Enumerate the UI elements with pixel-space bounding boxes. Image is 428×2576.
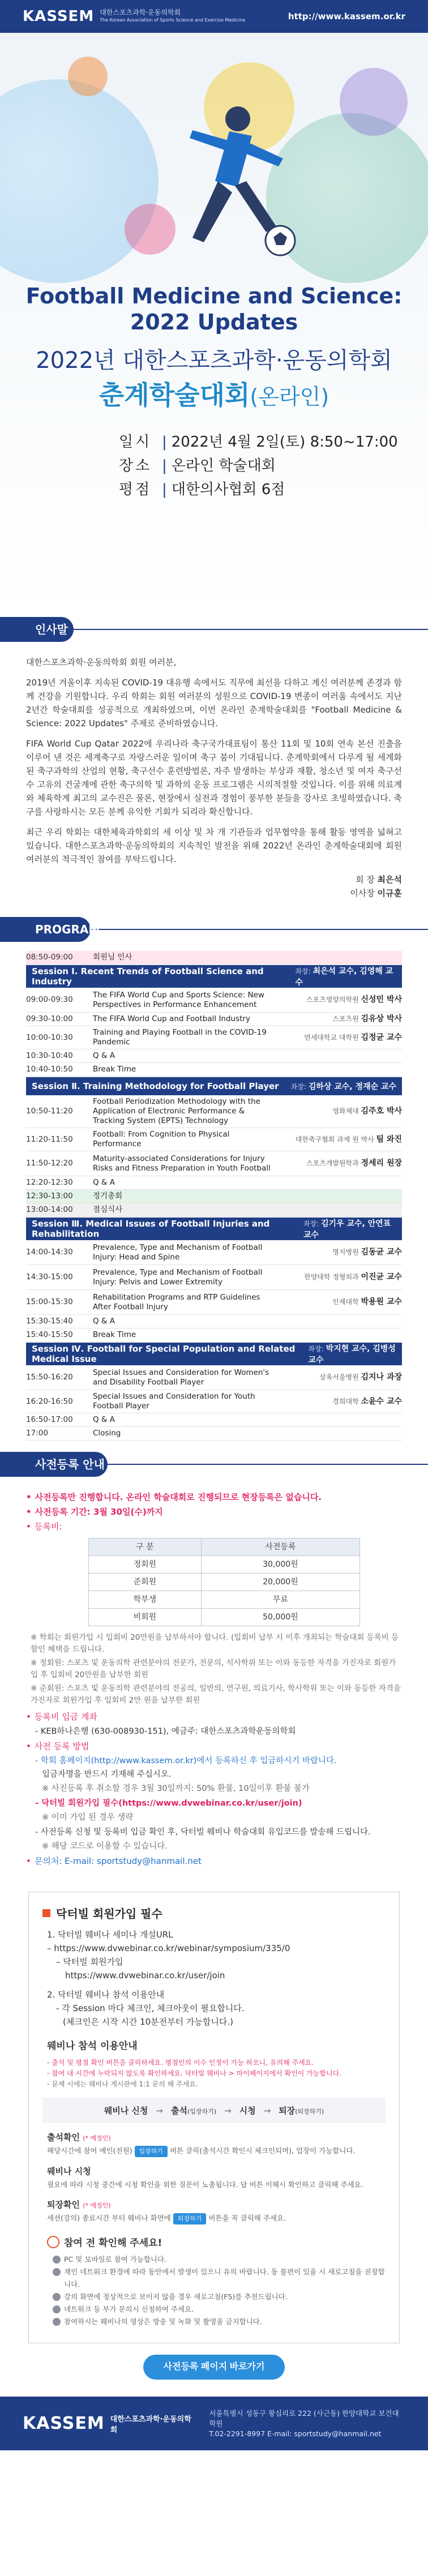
english-title-line: 2022 Updates	[130, 310, 298, 335]
step-title: 퇴장확인	[47, 2200, 80, 2210]
step-required: (* 예정인)	[83, 2202, 111, 2209]
check-list	[42, 2253, 386, 2328]
program-time: 15:30-15:40	[26, 1317, 73, 1326]
program-row	[26, 988, 402, 1013]
check-heading	[47, 2235, 386, 2249]
flow-step	[279, 2104, 324, 2116]
speaker-name: 김동균 교수	[361, 1248, 402, 1257]
speaker-org: 스포츠영양의학원	[306, 996, 359, 1004]
program-speaker	[277, 1397, 402, 1407]
program-time: 15:40-15:50	[26, 1330, 73, 1339]
chair-names: 김하상 교수, 정재순 교수	[308, 1082, 396, 1091]
method-row: • 사전 등록 방법	[26, 1741, 89, 1751]
check-item	[53, 2316, 386, 2328]
site-url-link[interactable]: http://www.kassem.or.kr	[288, 11, 405, 22]
logo-mark: KASSEM	[23, 8, 95, 25]
fee-table	[88, 1538, 360, 1626]
program-time: 14:00-14:30	[26, 1248, 73, 1257]
square-icon	[42, 1909, 50, 1917]
chair-label: 좌장:	[290, 1083, 306, 1091]
program-table	[0, 942, 428, 1446]
method-line: 입금자명을 반드시 기재해 주십시오.	[42, 1770, 172, 1779]
fee-label-row: • 등록비:	[26, 1521, 62, 1532]
speaker-org: 연세대학교 대학원	[304, 1033, 359, 1041]
program-row	[26, 1095, 402, 1128]
greeting-header	[0, 617, 428, 642]
greeting-body	[0, 642, 428, 911]
session-header	[26, 1077, 402, 1095]
program-topic: 회원님 인사	[93, 953, 132, 962]
method-line: - 사전등록 신청 및 등록비 입금 확인 후, 닥터빌 웨비나 학술대회 유입코드를 발송해 드립니다.	[35, 1828, 371, 1837]
program-row	[26, 1413, 402, 1427]
speaker-org: 대한축구협회 과제 원 박사	[295, 1135, 374, 1143]
program-topic: Special Issues and Consideration for Youth Football Player	[93, 1392, 255, 1411]
program-header-label: PROGRAM	[0, 917, 91, 942]
account-text: - KEB하나은행 (630-008930-151), 예금주: 대한스포츠과학운동의학회	[35, 1727, 296, 1736]
footer-org-name: 대한스포츠과학·운동의학회	[110, 2415, 191, 2434]
check-heading-text: 참여 전 확인해 주세요!	[64, 2238, 162, 2249]
football-player-illustration	[125, 96, 311, 277]
webinar-step-detail: (체크인은 시작 시간 10분전부터 가능합니다.)	[63, 2017, 233, 2027]
program-row	[26, 1151, 402, 1176]
check-item	[53, 2266, 386, 2291]
logo[interactable]	[23, 8, 245, 25]
program-topic: Maturity-associated Considerations for Injury Risks and Fitness Preparation in Youth Football	[93, 1154, 271, 1173]
greeting-paragraph: 최근 우리 학회는 대한체육과학회의 세 이상 및 차 개 기관들과 업무협약을 통해 활동 영역을 넓혀고 있습니다. 대한스포츠과학·운동의학회의 지속적인 발전을 위해 2022년 온라인 춘계학술대회에 회원 여러분의 적극적인 참여를 부탁드립니다.	[26, 827, 402, 864]
program-speaker	[277, 1135, 402, 1145]
program-time: 15:50-16:20	[26, 1373, 73, 1382]
greeting-paragraph: 대한스포츠과학·운동의학회 회원 여러분,	[26, 657, 177, 667]
program-time: 09:30-10:00	[26, 1014, 73, 1023]
fee-label: 등록비:	[34, 1521, 62, 1532]
flow-prefix: 웨비나	[104, 2106, 129, 2116]
english-title	[0, 283, 428, 335]
fee-row	[89, 1556, 360, 1574]
webinar-title	[42, 1905, 386, 1921]
hero-section	[0, 0, 428, 611]
program-row	[26, 1290, 402, 1315]
fee-cell: 20,000원	[201, 1574, 359, 1591]
check-text: 네트워크 등 부가 문의시 신청하여 주세요.	[64, 2305, 194, 2313]
program-row	[26, 1240, 402, 1265]
account-row: • 등록비 입금 계좌	[26, 1712, 97, 1722]
session-header	[26, 965, 402, 988]
session-chair	[303, 1218, 396, 1240]
method-line: - 닥터빌 회원가입 필수(https://www.dvwebinar.co.kr/user/join)	[35, 1799, 302, 1808]
registration-line-text: 사전등록만 진행합니다. 온라인 학술대회로 진행되므로 현장등록은 없습니다.	[35, 1492, 322, 1502]
step-heading	[47, 2198, 386, 2210]
info-key: 일시	[119, 434, 152, 451]
sig-role: 회 장	[355, 875, 375, 885]
session-chair	[309, 1343, 396, 1365]
speaker-name: 김유상 박사	[361, 1014, 402, 1023]
webinar-flow	[42, 2098, 386, 2123]
program-row	[26, 1063, 402, 1077]
fee-cell: 50,000원	[201, 1609, 359, 1626]
contact-row: • 문의처: E-mail: sportstudy@hanmail.net	[26, 1856, 202, 1866]
logo-sub-ko: 대한스포츠과학·운동의학회	[100, 8, 181, 16]
chair-label: 좌장:	[308, 1345, 324, 1353]
program-speaker	[277, 1373, 402, 1382]
info-place: 장소 | 온라인 학술대회	[119, 454, 398, 478]
program-time: 10:40-10:50	[26, 1065, 73, 1074]
program-topic: Football: From Cognition to Physical Performance	[93, 1130, 230, 1148]
program-topic: Q & A	[93, 1317, 115, 1326]
program-speaker	[277, 1248, 402, 1257]
speaker-name: 소윤수 교수	[361, 1396, 402, 1406]
speaker-org: 경희대학	[332, 1397, 359, 1405]
step-title: 웨비나 시청	[47, 2166, 91, 2176]
flow-step-sub: (퇴장하기)	[295, 2108, 324, 2115]
step-heading	[47, 2131, 386, 2143]
webinar-note: - 문제 시에는 웨비나 게시판에 1:1 문의 해 주세요.	[47, 2080, 198, 2088]
webinar-guide-box	[28, 1892, 400, 2343]
speaker-org: 삼육서울병원	[319, 1373, 359, 1381]
speaker-org: 인제대학	[332, 1298, 359, 1306]
session-header	[26, 1343, 402, 1365]
program-topic: 점심식사	[93, 1205, 123, 1214]
number-circle-icon	[53, 2268, 61, 2276]
speaker-name: 김주호 박사	[361, 1107, 402, 1116]
footer-logo-mark: KASSEM	[23, 2414, 105, 2433]
program-topic: Rehabilitation Programs and RTP Guidelines After Football Injury	[93, 1292, 260, 1311]
webinar-step: 2. 닥터빌 웨비나 참석 이용안내	[47, 1990, 165, 2000]
program-row	[26, 1390, 402, 1413]
webinar-note: - 참여 내 시간에 누락되지 않도록 확인하세요. 닥터빌 웨비나 > 마이페이지에서 확인이 가능합니다.	[47, 2069, 341, 2077]
program-time: 10:30-10:40	[26, 1051, 73, 1060]
registration-line: • 사전등록 기간: 3월 30일(수)까지	[26, 1507, 163, 1517]
registration-header	[0, 1452, 428, 1477]
speaker-org: 스포츠개발원학과	[306, 1159, 359, 1167]
chair-label: 좌장:	[303, 1220, 319, 1228]
program-time: 12:20-12:30	[26, 1178, 73, 1187]
program-topic: Training and Playing Football in the COVID-19 Pandemic	[93, 1028, 267, 1047]
program-topic: Q & A	[93, 1178, 115, 1187]
greeting-paragraph: 2019년 겨울이후 지속된 COVID-19 대유행 속에서도 직무에 최선을 다하고 계신 여러분께 존경과 함께 건강을 기원합니다. 우리 학회는 회원 여러분의 성원으로 COVID-19 변종이 여러움 속에서도 지난 2년간 학술대회를 성공적으로 개최하였으며, 이번 온라인 춘계학술대회를 "Football Medicine & Science: 2022 Updates" 주제로 준비하였습니다.	[26, 678, 402, 728]
program-row	[26, 1203, 402, 1217]
signature	[26, 873, 402, 900]
flow-step-label: 출석	[170, 2106, 187, 2116]
decor-circle	[68, 57, 108, 96]
program-time: 11:50-12:20	[26, 1159, 73, 1168]
webinar-title-text: 닥터빌 회원가입 필수	[56, 1907, 162, 1921]
session-title: Session Ⅲ. Medical Issues of Football Injuries and Rehabilitation	[32, 1219, 270, 1239]
flow-step-label: 신청	[131, 2106, 148, 2116]
fee-cell: 학부생	[89, 1591, 202, 1609]
speaker-name: 김정균 교수	[361, 1032, 402, 1042]
program-row	[26, 1328, 402, 1342]
program-topic: Break Time	[93, 1065, 136, 1074]
webinar-step: 1. 닥터빌 웨비나 세미나 개설URL	[47, 1930, 173, 1940]
number-circle-icon	[53, 2305, 61, 2313]
program-topic: Prevalence, Type and Mechanism of Football Injury: Head and Spine	[93, 1242, 263, 1262]
sig-name: 이규훈	[377, 888, 402, 898]
flow-step	[171, 2104, 216, 2116]
method-line: ※ 사진등록 후 취소할 경우 3월 30일까지: 50% 환불, 10일이후 환불 불가	[42, 1784, 310, 1793]
contact-text: 문의처: E-mail: sportstudy@hanmail.net	[34, 1856, 202, 1866]
flow-step-label: 퇴장	[279, 2106, 296, 2116]
step-text-part: 버튼을 꼭 클릭해 주세요.	[208, 2214, 286, 2222]
account-heading: 등록비 입금 계좌	[34, 1712, 97, 1722]
program-topic: Closing	[93, 1429, 121, 1438]
step-text-part: 세션(강의) 종료시간 부터 웨비나 화면에	[47, 2214, 171, 2222]
step-action-tag[interactable]: 입장하기	[135, 2146, 168, 2157]
program-topic: Q & A	[93, 1415, 115, 1424]
speaker-org: 스포츠원	[332, 1015, 359, 1023]
main-title-text: 춘계학술대회	[99, 380, 250, 410]
program-time: 11:20-11:50	[26, 1134, 73, 1144]
check-text: 강의 화면에 정상적으로 보이지 않을 경우 새로고침(F5)를 추천드립니다.	[64, 2292, 288, 2301]
program-time: 09:00-09:30	[26, 995, 73, 1004]
program-time: 12:30-13:00	[26, 1191, 73, 1201]
webinar-step: – 닥터빌 회원가입	[56, 1957, 123, 1967]
step-text	[47, 2179, 386, 2191]
program-row	[26, 1315, 402, 1328]
info-key: 평점	[119, 481, 152, 498]
fee-cell: 정회원	[89, 1556, 202, 1574]
english-title-line: Football Medicine and Science:	[25, 284, 403, 308]
webinar-link[interactable]: – https://www.dvwebinar.co.kr/webinar/symposium/335/0	[47, 1943, 290, 1953]
program-speaker	[277, 1014, 402, 1024]
program-time: 10:00-10:30	[26, 1032, 73, 1042]
chair-names: 박지현 교수, 김병성 교수	[308, 1344, 396, 1365]
footer-logo	[23, 2413, 192, 2434]
fee-col-header: 사전등록	[201, 1538, 359, 1556]
logo-subtitle	[100, 8, 245, 24]
program-row	[26, 1265, 402, 1290]
event-info	[119, 430, 398, 502]
program-speaker	[277, 995, 402, 1005]
number-circle-icon	[53, 2318, 61, 2326]
program-row	[26, 1026, 402, 1049]
chair-label: 좌장:	[295, 967, 311, 975]
program-topic: Special Issues and Consideration for Women's and Disability Football Player	[93, 1368, 269, 1387]
main-title-suffix: (온라인)	[250, 384, 329, 409]
method-line: ※ 해당 코드로 이용할 수 있습니다.	[42, 1842, 168, 1851]
how-heading: 웨비나 참석 이용안내	[47, 2041, 138, 2052]
program-row	[26, 1190, 402, 1203]
program-topic: Break Time	[93, 1330, 136, 1339]
logo-sub-en: The Korean Association of Sports Science and Exercise Medicine	[100, 18, 246, 23]
program-speaker	[277, 1297, 402, 1307]
fee-col-header: 구 분	[89, 1538, 202, 1556]
program-topic: Q & A	[93, 1051, 115, 1060]
fee-cell: 30,000원	[201, 1556, 359, 1574]
program-time: 15:00-15:30	[26, 1297, 73, 1306]
sig-role: 이사장	[350, 888, 375, 898]
flow-step	[239, 2104, 256, 2116]
check-item	[53, 2253, 386, 2266]
footer-address	[209, 2408, 405, 2439]
info-key: 장소	[119, 457, 152, 474]
check-circle-icon	[47, 2236, 59, 2248]
program-time: 13:00-14:00	[26, 1205, 73, 1214]
program-time: 16:20-16:50	[26, 1396, 73, 1406]
info-value: 2022년 4월 2일(토) 8:50~17:00	[171, 434, 398, 451]
step-text	[47, 2145, 386, 2157]
webinar-note: - 출석 및 평점 확인 버튼을 클릭하세요. 평점인의 이수 인정이 가능 하오니, 유의해 주세요.	[47, 2059, 314, 2067]
session-chair	[291, 1081, 396, 1092]
join-link[interactable]: https://www.dvwebinar.co.kr/user/join	[65, 1970, 225, 1981]
number-circle-icon	[53, 2256, 61, 2264]
korean-title: 2022년 대한스포츠과학·운동의학회	[36, 348, 392, 374]
registration-line-text: 사전등록 기간: 3월 30일(수)까지	[35, 1507, 163, 1517]
program-speaker	[277, 1272, 402, 1282]
program-time: 16:50-17:00	[26, 1415, 73, 1424]
fee-cell: 준회원	[89, 1574, 202, 1591]
speaker-name: 김지나 과장	[361, 1373, 402, 1382]
top-bar	[0, 0, 428, 33]
registration-note: ※ 준회원: 스포츠 및 운동의학 관련분야의 전공의, 일반의, 연구원, 의료기사, 학사학위 또는 이와 동등한 자격을 가진자로 회원가입 후 입회비 2만 원을 납부한 회원	[31, 1684, 401, 1705]
flow-step-sub: (입장하기)	[187, 2108, 217, 2115]
speaker-name: 팀 와진	[376, 1134, 402, 1144]
info-value: 온라인 학술대회	[171, 457, 276, 474]
program-topic: 정기총회	[93, 1191, 123, 1201]
program-speaker	[277, 1033, 402, 1043]
registration-header-label: 사전등록 안내	[0, 1452, 108, 1477]
go-to-registration-button[interactable]: 사전등록 페이지 바로가기	[143, 2355, 285, 2380]
program-time: 14:30-15:00	[26, 1272, 73, 1281]
speaker-name: 신성민 박사	[361, 995, 402, 1004]
speaker-org: 명지병원	[332, 1248, 359, 1256]
program-row	[26, 1013, 402, 1026]
check-text: 참여하시는 웨비나의 영상은 방송 및 녹화 및 촬영을 금지합니다.	[64, 2317, 262, 2326]
program-row	[26, 1365, 402, 1390]
check-item	[53, 2303, 386, 2316]
program-speaker	[277, 1107, 402, 1116]
chair-names: 김기우 교수, 안연표 교수	[303, 1219, 391, 1240]
speaker-org: 영화체대	[332, 1107, 359, 1115]
footer-address-line: 서울특별시 성동구 왕십리로 222 (사근동) 한양대학교 보건대학원	[209, 2408, 399, 2428]
fee-cell: 무료	[201, 1591, 359, 1609]
registration-note: ※ 학회는 회원가입 시 입회비 20만원을 납부하셔야 합니다. (입회비 납부 시 이후 개최되는 학술대회 등록비 등 할인 혜택을 드립니다.	[31, 1633, 399, 1654]
arrow-right-icon: →	[224, 2105, 232, 2116]
session-title: Session Ⅰ. Recent Trends of Football Science and Industry	[32, 966, 264, 987]
step-text-part: 해당시간에 참여 예인(전원)	[47, 2146, 132, 2155]
program-topic: The FIFA World Cup and Sports Science: New Perspectives in Performance Enhancement	[93, 990, 264, 1009]
fee-row	[89, 1591, 360, 1609]
registration-body	[0, 1477, 428, 1875]
footer	[0, 2397, 428, 2450]
session-title: Session Ⅱ. Training Methodology for Football Player	[32, 1081, 279, 1091]
program-topic: Prevalence, Type and Mechanism of Football Injury: Pelvis and Lower Extremity	[93, 1267, 263, 1287]
step-required: (* 예정인)	[83, 2134, 111, 2142]
korean-main-title	[0, 378, 428, 414]
webinar-step-detail: - 각 Session 마다 체크인, 체크아웃이 필요합니다.	[56, 2003, 245, 2013]
session-header	[26, 1218, 402, 1240]
step-action-tag[interactable]: 퇴장하기	[173, 2213, 207, 2224]
info-credit: 평점 | 대한의사협회 6점	[119, 478, 398, 502]
program-row	[26, 1128, 402, 1151]
program-row	[26, 1427, 402, 1441]
speaker-name: 이진균 교수	[361, 1272, 402, 1281]
step-heading	[47, 2165, 386, 2177]
program-speaker	[277, 1159, 402, 1168]
fee-row	[89, 1609, 360, 1626]
flow-step-label: 시청	[239, 2106, 256, 2116]
session-chair	[296, 965, 396, 988]
greeting-header-label: 인사말	[0, 617, 74, 642]
speaker-org: 한양대학 정형외과	[304, 1273, 359, 1281]
check-item	[53, 2291, 386, 2303]
method-heading: 사전 등록 방법	[34, 1741, 89, 1751]
program-time: 17:00	[26, 1429, 48, 1438]
program-row	[26, 1176, 402, 1190]
program-topic: The FIFA World Cup and Football Industry	[93, 1014, 250, 1023]
webinar-steps	[42, 2131, 386, 2224]
footer-contact-line: T.02-2291-8997 E-mail: sportstudy@hanmail.net	[209, 2429, 382, 2438]
check-text: PC 및 모바일로 참여 가능합니다.	[64, 2255, 167, 2264]
registration-note: ※ 정회원: 스포츠 및 운동의학 관련분야의 전문가, 전문의, 석사학위 또는 이와 동등한 자격을 가진자로 회원가입 후 입회비 20만원을 납부한 회원	[31, 1658, 396, 1679]
method-line: ※ 이미 가입 된 경우 생략	[42, 1813, 134, 1822]
fee-row	[89, 1574, 360, 1591]
program-time: 10:50-11:20	[26, 1107, 73, 1116]
info-value: 대한의사협회 6점	[171, 481, 285, 498]
method-line: - 학회 홈페이지(http://www.kassem.or.kr)에서 등록하신 후 입금하시기 바랍니다.	[35, 1756, 337, 1765]
registration-line: • 사전등록만 진행합니다. 온라인 학술대회로 진행되므로 현장등록은 없습니다.	[26, 1492, 322, 1502]
fee-cell: 비회원	[89, 1609, 202, 1626]
program-topic: Football Periodization Methodology with the Application of Electronic Performance & Tracking System (EPTS) Technology	[93, 1097, 260, 1125]
program-row	[26, 951, 402, 965]
session-title: Session Ⅳ. Football for Special Population and Related Medical Issue	[32, 1344, 296, 1364]
flow-step	[104, 2104, 148, 2116]
arrow-right-icon: →	[263, 2105, 271, 2116]
step-title: 출석확인	[47, 2132, 80, 2142]
info-date: 일시 | 2022년 4월 2일(토) 8:50~17:00	[119, 430, 398, 454]
program-row	[26, 1049, 402, 1063]
step-text-part: 필요에 따라 시청 중간에 시청 확인을 위한 질문이 노출됩니다. 답 버튼 이해시 확인하고 클릭해 주세요.	[47, 2180, 363, 2189]
program-header	[0, 917, 428, 942]
step-text-part: 버튼 클릭(출석시간 확인시 체크인되며), 업장이 가능합니다.	[170, 2146, 356, 2155]
greeting-paragraph: FIFA World Cup Qatar 2022에 우리나라 축구국가대표팀이 통산 11회 및 10회 연속 본선 진출을 이루어 낸 것은 세계축구로 자랑스러운 일이며 축구 붐이 기대됩니다. 춘계학회에서 다루게 될 세계화된 축구과학의 산업의 현황, 축구선수 훈련방법론, 자주 발생하는 부상과 재활, 청소년 및 여자 축구선수 고유의 건굴계에 관한 축구의학 및 과학의 운동 프로그램은 시의적절할 것입니다. 이를 위해 의료계와 체육학계 최고의 교수진은 물론, 현장에서 실전과 경험이 풍부한 분들을 강사로 초빙하였습니다. 축구를 사랑하시는 모든 분께 유익한 기회가 되리라 확신합니다.	[26, 739, 402, 817]
number-circle-icon	[53, 2293, 61, 2301]
step-text	[47, 2213, 386, 2224]
arrow-right-icon: →	[156, 2105, 163, 2116]
program-time: 08:50-09:00	[26, 953, 73, 962]
check-text: 재인 네트워크 환경에 따라 동안에서 발생이 있으니 유의 바랍니다. 동 불편이 있을 시 새로고침을 권장합니다.	[64, 2268, 385, 2288]
decor-circle	[340, 68, 408, 136]
speaker-name: 정세리 원장	[361, 1159, 402, 1168]
speaker-name: 박용원 교수	[361, 1297, 402, 1306]
sig-name: 최은석	[377, 875, 402, 885]
chair-names: 최은석 교수, 김영해 교수	[295, 967, 393, 987]
